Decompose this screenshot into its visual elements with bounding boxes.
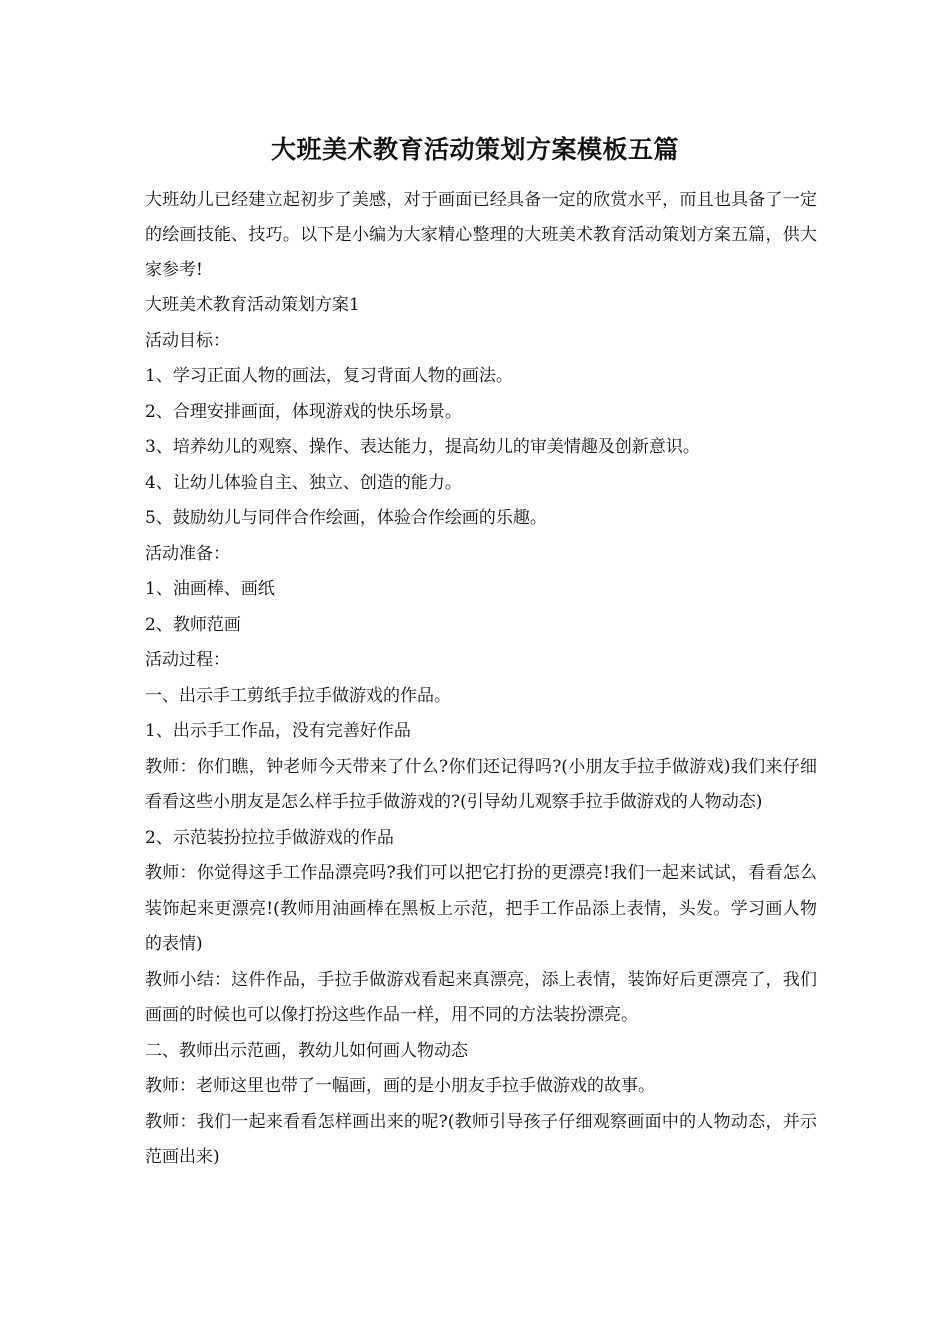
goal-item: 1、学习正面人物的画法，复习背面人物的画法。: [145, 366, 513, 386]
preparation-item: 1、油画棒、画纸: [145, 579, 275, 599]
goal-item: 2、合理安排画面，体现游戏的快乐场景。: [145, 401, 462, 422]
process-paragraph: 教师：老师这里也带了一幅画，画的是小朋友手拉手做游戏的故事。: [145, 1076, 655, 1096]
document-body: [145, 183, 817, 1176]
process-paragraph: 教师小结：这件作品，手拉手做游戏看起来真漂亮，添上表情，装饰好后更漂亮了，我们画画的时候也可以像打扮这些作品一样，用不同的方法装扮漂亮。: [145, 969, 817, 1025]
document-title: 大班美术教育活动策划方案模板五篇: [270, 135, 679, 164]
process-step: 二、教师出示范画，教幼儿如何画人物动态: [145, 1040, 468, 1061]
process-substep: 2、示范装扮拉拉手做游戏的作品: [145, 827, 394, 848]
preparation-item: 2、教师范画: [145, 614, 241, 635]
subheading-process: 活动过程：: [145, 650, 230, 670]
goal-item: 5、鼓励幼儿与同伴合作绘画，体验合作绘画的乐趣。: [145, 508, 547, 528]
process-step: 一、出示手工剪纸手拉手做游戏的作品。: [145, 685, 451, 706]
goal-item: 3、培养幼儿的观察、操作、表达能力，提高幼儿的审美情趣及创新意识。: [145, 437, 700, 457]
section-heading: 大班美术教育活动策划方案1: [145, 295, 360, 315]
intro-paragraph: 大班幼儿已经建立起初步了美感，对于画面已经具备一定的欣赏水平，而且也具备了一定的绘画技能、技巧。以下是小编为大家精心整理的大班美术教育活动策划方案五篇，供大家参考!: [145, 190, 817, 280]
process-paragraph: 教师：我们一起来看看怎样画出来的呢?(教师引导孩子仔细观察画面中的人物动态，并示范画出来): [145, 1111, 817, 1167]
process-substep: 1、出示手工作品，没有完善好作品: [145, 721, 411, 741]
subheading-preparation: 活动准备：: [145, 543, 230, 564]
process-paragraph: 教师：你们瞧，钟老师今天带来了什么?你们还记得吗?(小朋友手拉手做游戏)我们来仔细看看这些小朋友是怎么样手拉手做游戏的?(引导幼儿观察手拉手做游戏的人物动态): [145, 756, 817, 812]
subheading-goals: 活动目标：: [145, 330, 230, 351]
goal-item: 4、让幼儿体验自主、独立、创造的能力。: [145, 472, 462, 493]
process-paragraph: 教师：你觉得这手工作品漂亮吗?我们可以把它打扮的更漂亮!我们一起来试试，看看怎么装饰起来更漂亮!(教师用油画棒在黑板上示范，把手工作品添上表情，头发。学习画人物的表情): [145, 863, 817, 954]
